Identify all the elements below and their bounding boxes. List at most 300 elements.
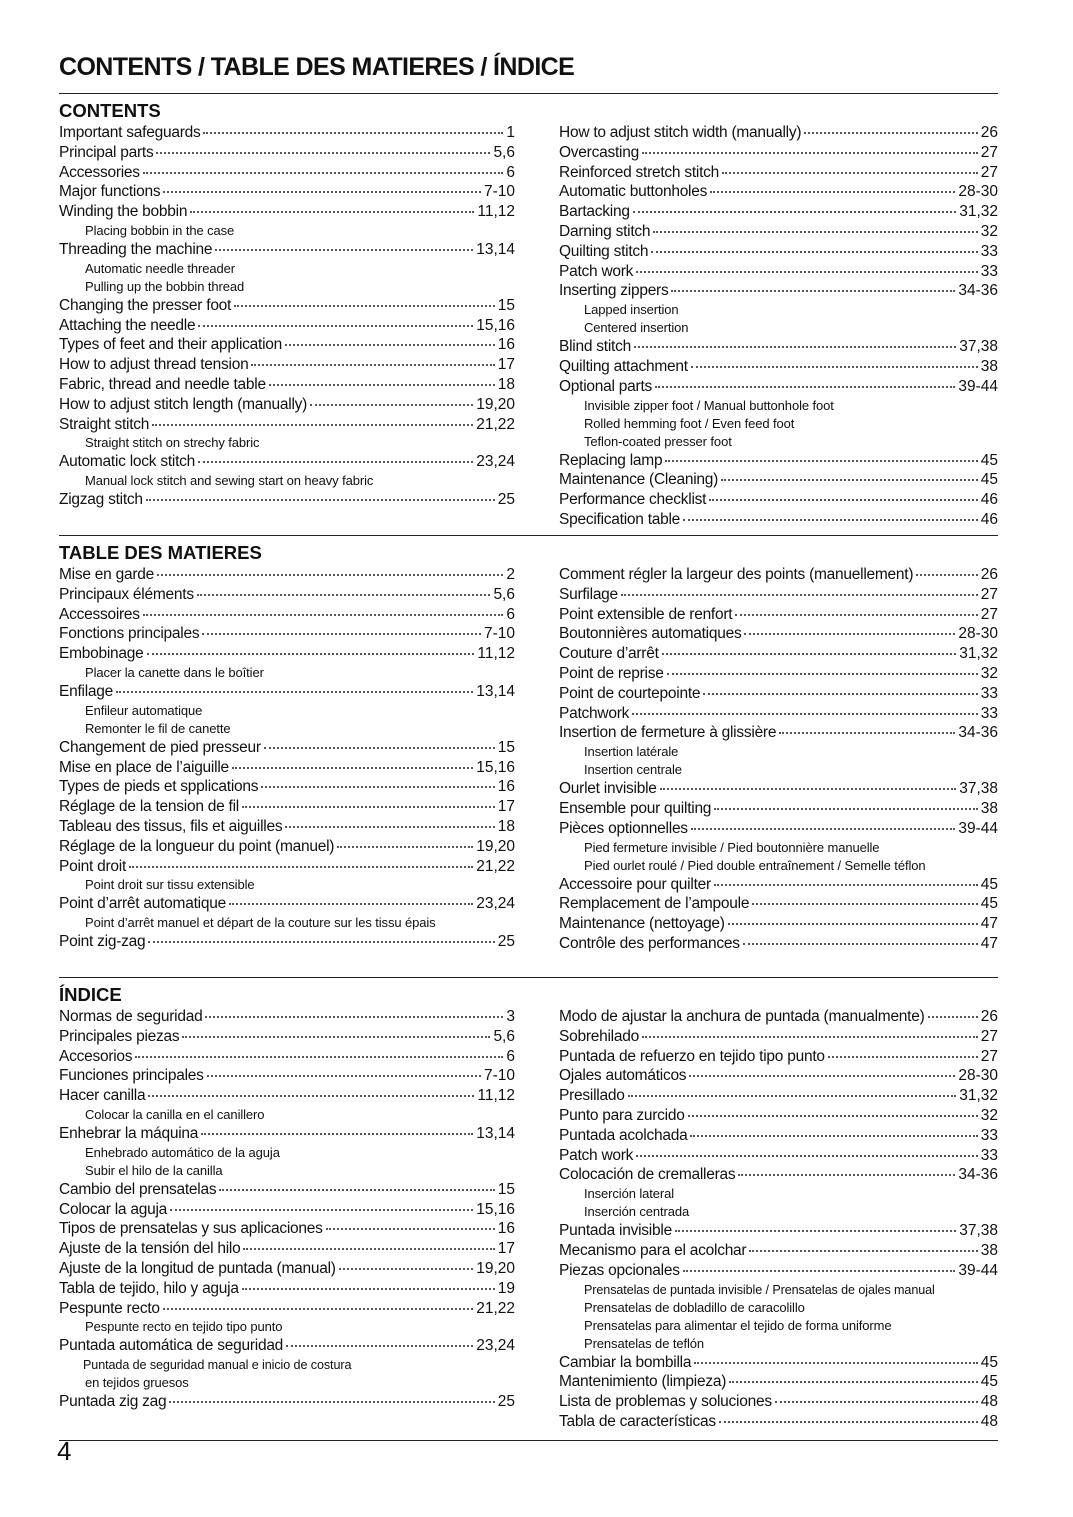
toc-entry-page: 7-10 [483,1067,515,1085]
toc-entry-label: Automatic lock stitch [59,453,196,471]
toc-entry-label: Principaux éléments [59,585,194,603]
dot-leader [735,613,977,616]
toc-entry-label: Winding the bobbin [59,203,188,221]
toc-entry[interactable] [559,624,998,644]
toc-entry-label: Types de pieds et spplications [59,778,259,796]
dot-leader [691,827,956,830]
dot-leader [714,883,978,886]
toc-entry[interactable] [59,777,515,797]
toc-entry[interactable] [59,682,515,702]
toc-entry[interactable] [59,1392,515,1412]
footer-divider [59,1440,998,1441]
toc-entry-page: 33 [980,704,998,722]
toc-entry-page: 19,20 [476,395,515,413]
toc-entry-label: Cambio del prensatelas [59,1180,217,1198]
toc-entry-page: 31,32 [959,645,998,663]
dot-leader [286,1344,473,1347]
toc-entry[interactable] [559,1146,998,1166]
toc-entry[interactable] [59,1047,515,1067]
dot-leader [339,1267,474,1270]
toc-entry-page: 34-36 [958,282,998,300]
toc-entry-page: 31,32 [959,1087,998,1105]
toc-entry-page: 11,12 [477,1087,515,1105]
dot-leader [156,151,490,154]
toc-entry-page: 5,6 [493,1027,515,1045]
dot-leader [229,902,473,905]
toc-entry[interactable] [559,377,998,397]
toc-subentry: Puntada de seguridad manual e inicio de costura [83,1358,352,1373]
dot-leader [688,1114,978,1117]
toc-entry[interactable] [559,163,998,183]
toc-entry[interactable] [559,723,998,743]
dot-leader [148,1094,474,1097]
dot-leader [251,363,494,366]
toc-entry[interactable] [59,355,515,375]
dot-leader [197,593,491,596]
toc-entry-page: 11,12 [477,645,515,663]
toc-entry[interactable] [559,1047,998,1067]
dot-leader [714,807,978,810]
toc-entry[interactable] [559,281,998,301]
toc-entry[interactable] [559,799,998,819]
toc-entry-page: 18 [497,375,515,393]
toc-entry-label: Tabla de tejido, hilo y aguja [59,1279,239,1297]
toc-entry-page: 18 [497,817,515,835]
toc-entry-label: Patchwork [559,704,630,722]
toc-entry[interactable] [59,817,515,837]
toc-entry[interactable] [559,934,998,954]
toc-entry[interactable] [559,1126,998,1146]
toc-subentry: Enfileur automatique [85,702,203,718]
toc-entry-page: 46 [980,491,998,509]
dot-leader [683,518,978,521]
toc-entry-label: Ajuste de la tensión del hilo [59,1240,241,1258]
toc-entry-label: Point de courtepointe [559,684,701,702]
toc-entry[interactable] [59,1279,515,1299]
toc-entry-label: Ensemble pour quilting [559,799,712,817]
toc-entry-label: Point d’arrêt automatique [59,895,226,913]
dot-leader [660,787,957,790]
toc-entry-label: Performance checklist [559,491,707,509]
toc-entry-label: Cambiar la bombilla [559,1353,692,1371]
toc-entry[interactable] [59,1124,515,1144]
toc-entry-page: 38 [980,799,998,817]
toc-entry-label: Types of feet and their application [59,336,283,354]
toc-entry-page: 39-44 [958,1261,998,1279]
toc-entry-label: Major functions [59,183,161,201]
toc-entry-page: 32 [980,1106,998,1124]
toc-entry[interactable] [559,1353,998,1373]
dot-leader [285,343,495,346]
toc-entry-label: Changing the presser foot [59,296,232,314]
toc-entry[interactable] [59,1336,515,1356]
toc-subentry: Colocar la canilla en el canillero [85,1106,265,1122]
toc-entry-page: 47 [980,915,998,933]
toc-entry-label: Accessoires [59,605,140,623]
toc-entry-page: 21,22 [476,415,515,433]
toc-entry-label: Pièces optionnelles [559,819,688,837]
toc-entry-page: 21,22 [476,1299,515,1317]
toc-entry-page: 39-44 [958,819,998,837]
section-heading: TABLE DES MATIERES [59,542,262,563]
toc-entry[interactable] [59,1007,515,1027]
section-columns [59,565,998,954]
toc-entry[interactable] [59,123,515,143]
toc-entry[interactable] [59,1027,515,1047]
toc-entry-page: 26 [980,124,998,141]
toc-entry[interactable] [59,624,515,644]
toc-entry-label: Straight stitch [59,415,150,433]
dot-leader [694,1361,978,1364]
toc-entry-label: Specification table [559,510,681,528]
toc-entry[interactable] [559,222,998,242]
toc-entry[interactable] [559,644,998,664]
dot-leader [642,1035,978,1038]
toc-entry-page: 6 [506,163,515,181]
toc-entry-label: Fabric, thread and needle table [59,375,266,393]
toc-entry[interactable] [59,1180,515,1200]
toc-entry[interactable] [559,1165,998,1185]
toc-entry[interactable] [59,1219,515,1239]
toc-entry-page: 38 [980,357,998,375]
toc-entry[interactable] [59,738,515,758]
toc-entry-label: Changement de pied presseur [59,738,261,756]
toc-entry-page: 48 [980,1393,998,1411]
toc-entry-page: 33 [980,684,998,702]
toc-entry[interactable] [59,758,515,778]
toc-entry-label: Hacer canilla [59,1087,146,1105]
dot-leader [744,632,955,635]
toc-entry[interactable] [59,585,515,605]
toc-entry-page: 11,12 [477,203,515,221]
toc-entry[interactable] [59,163,515,183]
dot-leader [709,498,978,501]
toc-entry-label: Comment régler la largeur des points (manuellement) [559,566,914,583]
toc-entry-page: 27 [980,585,998,603]
dot-leader [653,230,977,233]
toc-entry[interactable] [59,932,515,952]
toc-entry-label: Zigzag stitch [59,491,143,509]
toc-entry[interactable] [59,894,515,914]
toc-entry-label: Ojales automáticos [559,1067,687,1085]
toc-entry-label: Quilting attachment [559,357,688,375]
dot-leader [632,712,978,715]
toc-entry[interactable] [559,451,998,471]
dot-leader [671,289,955,292]
toc-entry[interactable] [559,182,998,202]
dot-leader [143,613,504,616]
toc-entry-page: 34-36 [958,1166,998,1184]
section-divider [59,977,998,978]
dot-leader [326,1227,495,1230]
dot-leader [148,940,494,943]
toc-entry-page: 45 [980,1373,998,1391]
toc-subentry: Teflon-coated presser foot [584,433,732,449]
dot-leader [775,1400,978,1403]
toc-entry-label: Overcasting [559,143,639,161]
toc-entry[interactable] [59,375,515,395]
toc-subentry: Inserción lateral [584,1186,675,1202]
section-table-des-matieres [59,541,998,977]
toc-entry-page: 1 [506,124,515,141]
toc-entry-label: Puntada acolchada [559,1126,688,1144]
toc-subentry: Automatic needle threader [85,260,235,276]
toc-entry[interactable] [559,1066,998,1086]
dot-leader [651,250,977,253]
toc-entry[interactable] [559,914,998,934]
toc-entry-page: 45 [980,895,998,913]
toc-entry-page: 17 [497,798,515,816]
dot-leader [642,151,978,154]
toc-entry-label: Réglage de la longueur du point (manuel) [59,837,335,855]
toc-entry-label: Presillado [559,1087,625,1105]
toc-entry[interactable] [559,1007,998,1027]
dot-leader [721,478,978,481]
toc-entry[interactable] [559,565,998,585]
toc-entry-page: 47 [980,934,998,952]
dot-leader [743,942,978,945]
toc-entry[interactable] [59,240,515,260]
toc-entry-label: Patch work [559,1146,634,1164]
dot-leader [198,324,473,327]
title-divider [59,93,998,94]
toc-entry-label: Point extensible de renfort [559,605,733,623]
toc-entry[interactable] [59,316,515,336]
toc-entry-label: Bartacking [559,203,630,221]
toc-entry[interactable] [559,605,998,625]
toc-entry[interactable] [59,452,515,472]
dot-leader [201,1132,473,1135]
dot-leader [215,248,473,251]
toc-entry-label: Colocación de cremalleras [559,1166,736,1184]
toc-entry-page: 46 [980,510,998,528]
toc-entry[interactable] [559,1221,998,1241]
dot-leader [722,171,978,174]
toc-entry[interactable] [59,605,515,625]
toc-entry[interactable] [59,490,515,510]
toc-subentry: Pespunte recto en tejido tipo punto [85,1319,283,1335]
dot-leader [675,1229,956,1232]
toc-entry-page: 25 [497,933,515,951]
dot-leader [719,1420,978,1423]
dot-leader [243,1247,494,1250]
toc-subentry: Placing bobbin in the case [85,222,235,238]
toc-entry-label: How to adjust stitch width (manually) [559,124,802,141]
toc-entry-label: Boutonnières automatiques [559,625,742,643]
toc-entry-label: Lista de problemas y soluciones [559,1393,772,1411]
toc-entry[interactable] [559,1392,998,1412]
dot-leader [234,304,495,307]
dot-leader [198,460,473,463]
toc-entry[interactable] [559,123,998,143]
toc-entry[interactable] [59,1299,515,1319]
toc-subentry: Subir el hilo de la canilla [85,1162,223,1178]
toc-entry[interactable] [59,395,515,415]
toc-subentry: en tejidos gruesos [85,1375,189,1391]
toc-entry-page: 27 [980,1047,998,1065]
dot-leader [135,1055,503,1058]
toc-entry-page: 23,24 [476,1337,515,1355]
toc-subentry: Insertion latérale [584,744,679,760]
toc-entry[interactable] [59,1086,515,1106]
toc-entry-page: 6 [506,1047,515,1065]
toc-entry-label: Réglage de la tension de fil [59,798,239,816]
dot-leader [779,731,955,734]
dot-leader [690,1134,977,1137]
toc-entry[interactable] [559,585,998,605]
toc-entry-label: Tabla de características [559,1412,716,1430]
toc-entry-page: 15,16 [476,1200,515,1218]
toc-subentry: Lapped insertion [584,302,679,318]
dot-leader [147,652,475,655]
dot-leader [205,1015,503,1018]
toc-entry[interactable] [59,1259,515,1279]
toc-entry[interactable] [59,335,515,355]
toc-entry-page: 32 [980,664,998,682]
toc-entry-label: Contrôle des performances [559,934,740,952]
toc-entry[interactable] [59,202,515,222]
dot-leader [146,498,495,501]
toc-entry-page: 26 [980,1008,998,1025]
toc-entry-label: Mise en place de l’aiguille [59,758,229,776]
toc-entry-label: Ajuste de la longitud de puntada (manual) [59,1259,336,1277]
toc-entry-label: Surfilage [559,585,618,603]
toc-entry[interactable] [559,1106,998,1126]
toc-entry-page: 48 [980,1412,998,1430]
toc-entry[interactable] [59,797,515,817]
toc-entry-label: Punto para zurcido [559,1106,685,1124]
dot-leader [219,1188,494,1191]
toc-entry-label: Normas de seguridad [59,1008,203,1025]
toc-entry-label: Puntada automática de seguridad [59,1337,284,1355]
dot-leader [157,573,503,576]
toc-entry-page: 45 [980,471,998,489]
dot-leader [261,785,494,788]
toc-entry-page: 21,22 [476,857,515,875]
toc-entry[interactable] [559,1261,998,1281]
toc-entry[interactable] [59,1066,515,1086]
toc-entry-page: 23,24 [476,453,515,471]
toc-entry[interactable] [59,565,515,585]
toc-entry[interactable] [59,182,515,202]
toc-entry-page: 33 [980,1126,998,1144]
right-column [559,123,998,530]
toc-subentry: Enhebrado automático de la aguja [85,1144,280,1160]
toc-entry[interactable] [59,644,515,664]
toc-entry[interactable] [59,1200,515,1220]
toc-entry-page: 7-10 [483,625,515,643]
toc-entry-page: 15,16 [476,758,515,776]
toc-entry-label: Optional parts [559,377,652,395]
toc-entry[interactable] [559,357,998,377]
toc-entry-page: 33 [980,242,998,260]
toc-entry[interactable] [59,837,515,857]
toc-entry-label: Principal parts [59,143,154,161]
toc-entry[interactable] [559,875,998,895]
toc-entry-label: Blind stitch [559,338,631,356]
toc-entry[interactable] [559,1241,998,1261]
toc-entry[interactable] [559,664,998,684]
toc-entry-label: Principales piezas [59,1027,180,1045]
toc-entry[interactable] [559,337,998,357]
dot-leader [337,845,473,848]
toc-entry[interactable] [559,510,998,530]
toc-entry[interactable] [559,779,998,799]
toc-subentry: Inserción centrada [584,1204,690,1220]
dot-leader [633,210,956,213]
dot-leader [310,403,473,406]
toc-entry-page: 13,14 [476,682,515,700]
right-column [559,1007,998,1432]
dot-leader [636,270,978,273]
toc-entry[interactable] [559,490,998,510]
left-column [59,565,515,954]
toc-subentry: Placer la canette dans le boîtier [85,664,264,680]
toc-entry[interactable] [559,819,998,839]
toc-subentry: Remonter le fil de canette [85,720,231,736]
toc-entry[interactable] [559,894,998,914]
toc-entry-label: Threading the machine [59,240,213,258]
toc-subentry: Insertion centrale [584,762,682,778]
toc-entry-page: 27 [980,1027,998,1045]
toc-entry-page: 13,14 [476,1124,515,1142]
toc-entry[interactable] [559,1412,998,1432]
toc-entry[interactable] [559,202,998,222]
toc-subentry: Prensatelas para alimentar el tejido de forma uniforme [584,1317,892,1333]
toc-entry[interactable] [559,242,998,262]
toc-entry-label: Inserting zippers [559,282,669,300]
dot-leader [190,210,474,213]
toc-entry-page: 45 [980,451,998,469]
dot-leader [232,766,473,769]
toc-entry[interactable] [59,1239,515,1259]
toc-entry[interactable] [59,857,515,877]
toc-entry[interactable] [559,470,998,490]
toc-entry-label: Point droit [59,857,127,875]
toc-entry[interactable] [559,143,998,163]
toc-entry-label: Sobrehilado [559,1027,639,1045]
left-column [59,1007,515,1432]
dot-leader [628,1094,957,1097]
toc-entry-page: 6 [506,605,515,623]
toc-entry-page: 13,14 [476,240,515,258]
toc-entry[interactable] [559,704,998,724]
toc-entry[interactable] [559,684,998,704]
toc-entry-label: Darning stitch [559,222,651,240]
dot-leader [152,423,473,426]
toc-entry[interactable] [559,1086,998,1106]
dot-leader [621,593,978,596]
toc-entry[interactable] [559,1027,998,1047]
toc-entry[interactable] [59,415,515,435]
page-title: CONTENTS / TABLE DES MATIERES / ÍNDICE [59,53,575,81]
toc-entry-page: 25 [497,1393,515,1411]
toc-entry-page: 27 [980,163,998,181]
toc-subentry: Invisible zipper foot / Manual buttonhole foot [584,397,834,413]
section-contents [59,99,998,535]
toc-entry[interactable] [559,1372,998,1392]
toc-entry-label: Tableau des tissus, fils et aiguilles [59,817,283,835]
dot-leader [202,632,481,635]
toc-entry[interactable] [559,262,998,282]
toc-entry-label: Couture d’arrêt [559,645,659,663]
dot-leader [207,1074,481,1077]
toc-entry[interactable] [59,296,515,316]
toc-entry[interactable] [59,143,515,163]
dot-leader [269,383,495,386]
toc-entry-label: How to adjust thread tension [59,356,249,374]
toc-subentry: Manual lock stitch and sewing start on heavy fabric [85,473,374,489]
